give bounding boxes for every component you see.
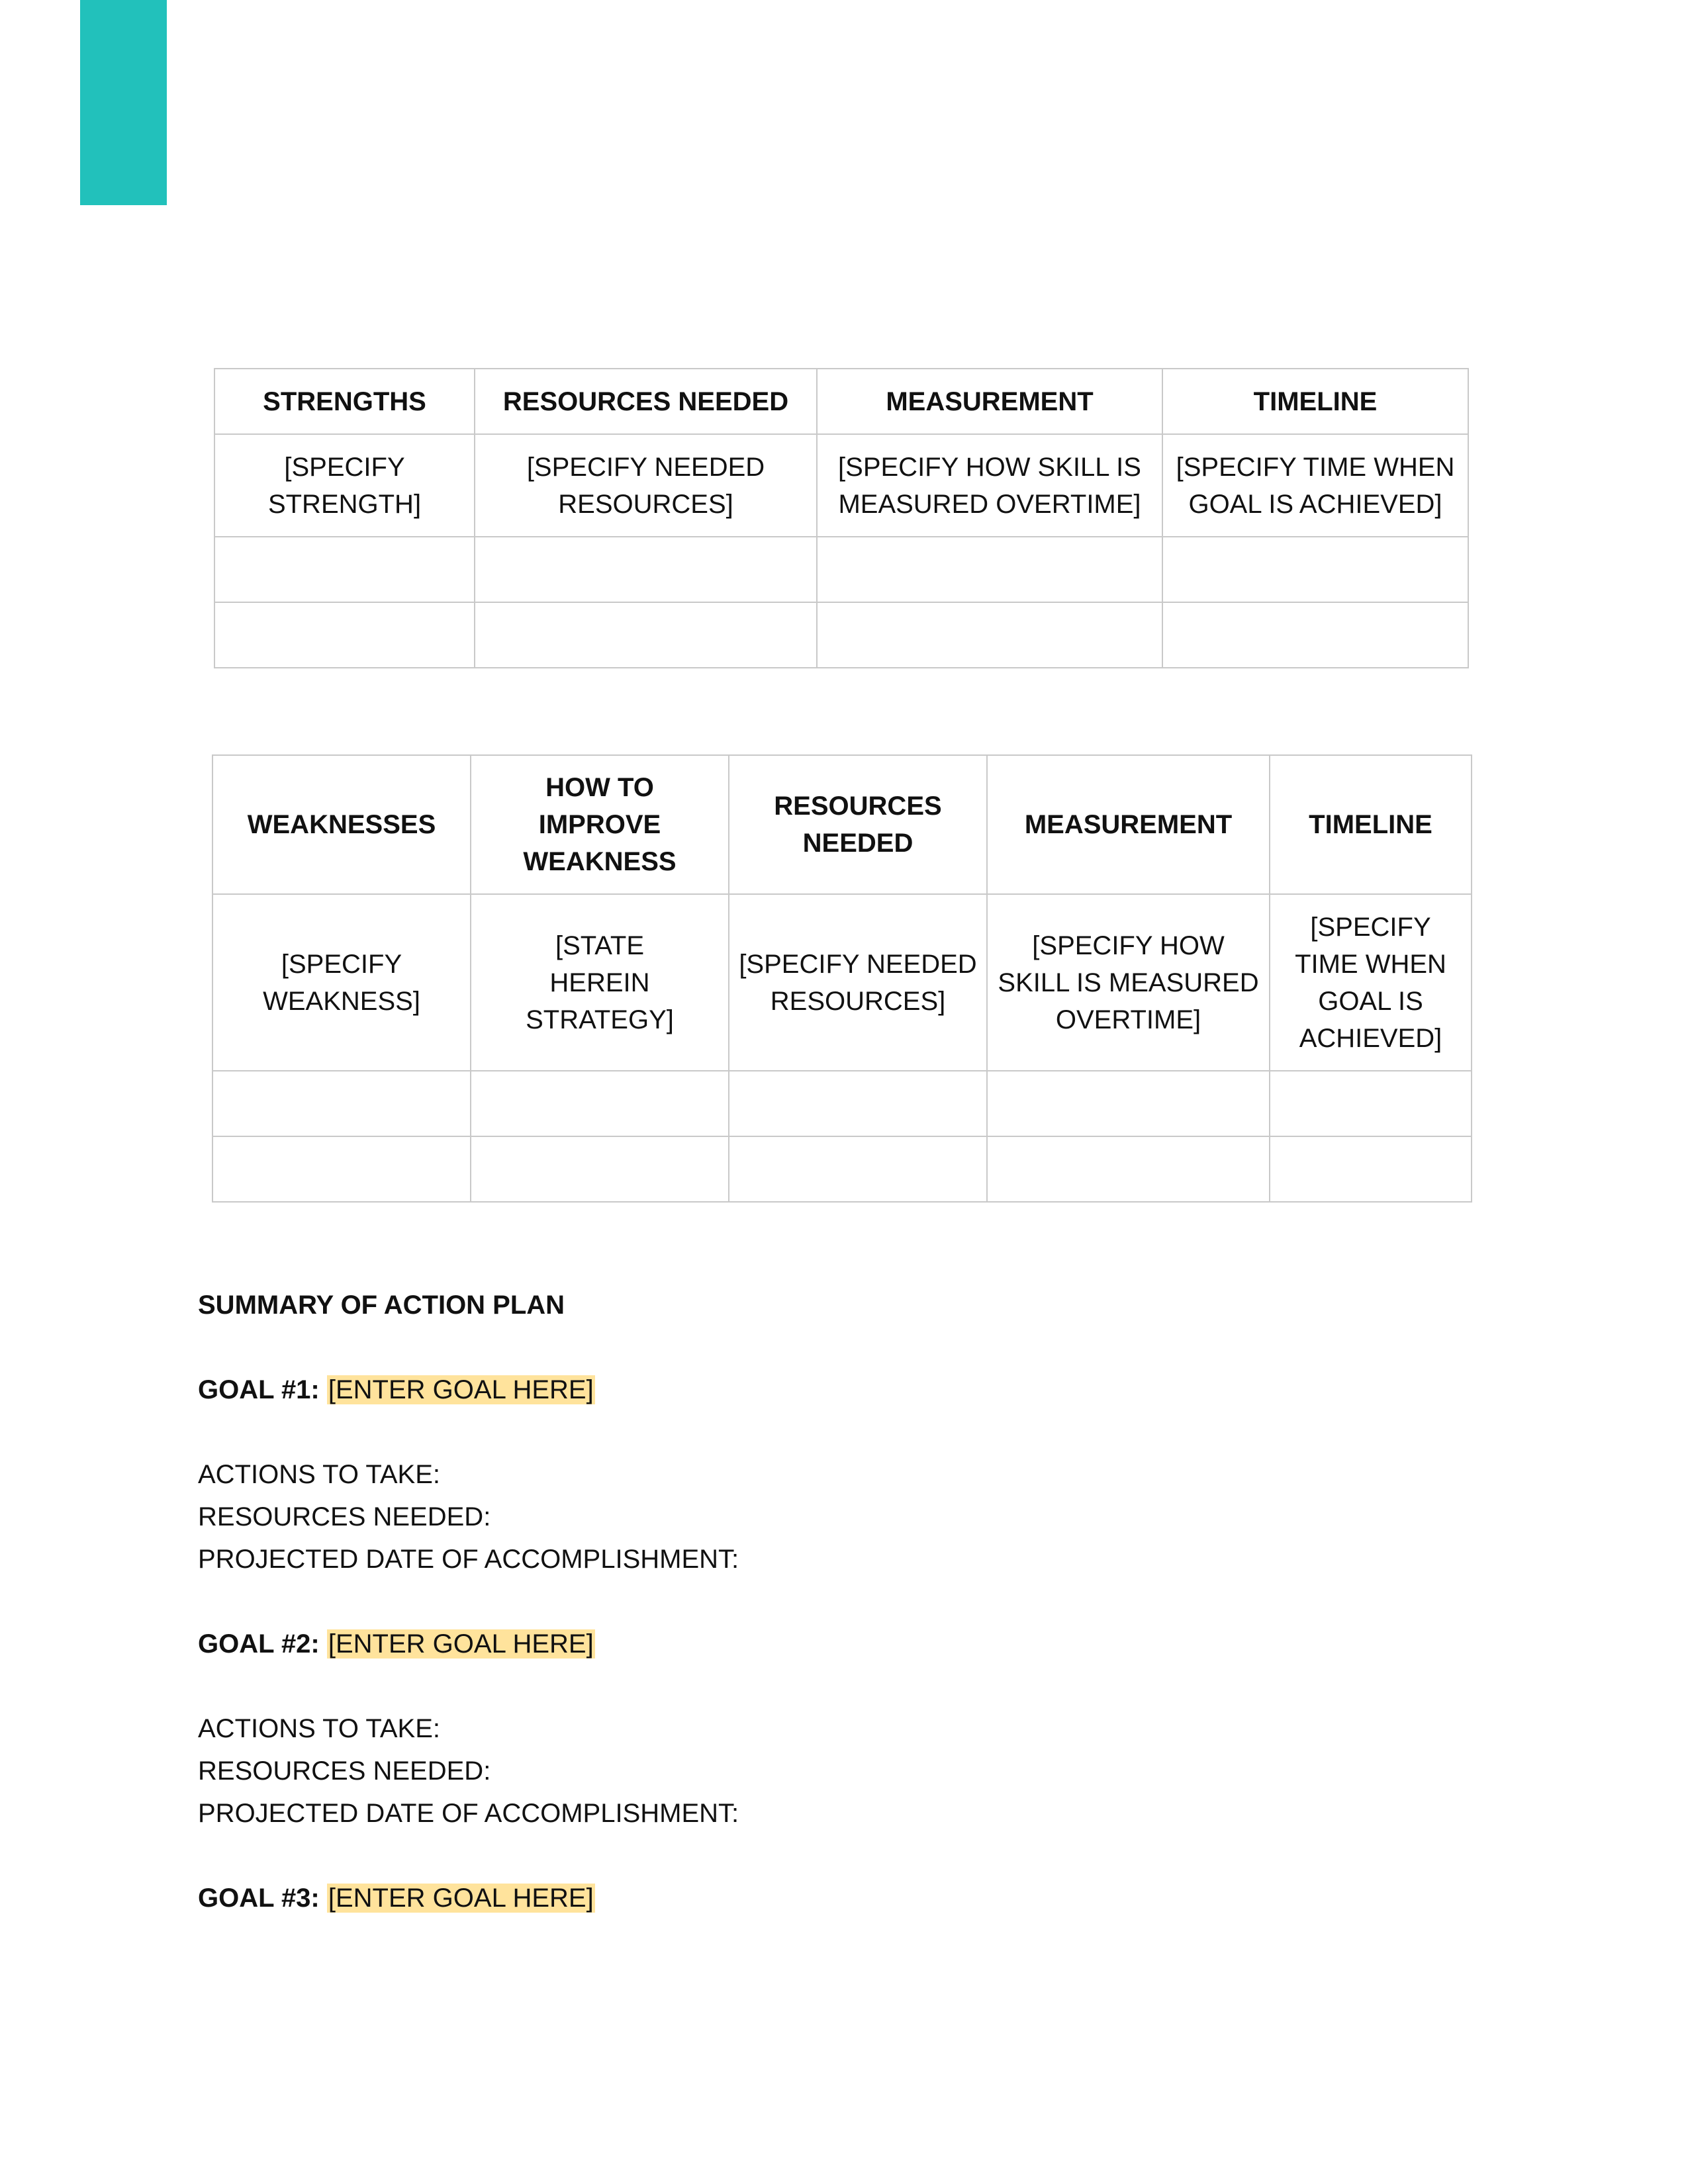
cell-strength[interactable] <box>214 602 475 668</box>
summary-section <box>198 1284 1456 1919</box>
table-row <box>214 602 1468 668</box>
cell-measurement[interactable] <box>817 602 1162 668</box>
table-row <box>214 537 1468 602</box>
summary-title: SUMMARY OF ACTION PLAN <box>198 1291 565 1320</box>
cell-measurement[interactable]: [SPECIFY HOW SKILL IS MEASURED OVERTIME] <box>987 894 1270 1071</box>
cell-timeline[interactable] <box>1270 1136 1472 1202</box>
strengths-table <box>214 368 1469 668</box>
cell-resources[interactable] <box>475 537 817 602</box>
header-timeline: TIMELINE <box>1270 755 1472 894</box>
accent-bar <box>80 0 167 205</box>
cell-weakness[interactable] <box>212 1136 471 1202</box>
header-how-to-improve: HOW TO IMPROVE WEAKNESS <box>471 755 729 894</box>
goal-2-actions: ACTIONS TO TAKE: <box>198 1714 441 1743</box>
goal-1-actions: ACTIONS TO TAKE: <box>198 1460 441 1489</box>
table-header-row <box>212 755 1472 894</box>
cell-measurement[interactable] <box>987 1071 1270 1136</box>
cell-weakness[interactable]: [SPECIFY WEAKNESS] <box>212 894 471 1071</box>
cell-timeline[interactable] <box>1270 1071 1472 1136</box>
goal-3-label: GOAL #3: <box>198 1884 320 1913</box>
cell-resources[interactable]: [SPECIFY NEEDED RESOURCES] <box>729 894 987 1071</box>
header-strengths: STRENGTHS <box>214 369 475 434</box>
cell-weakness[interactable] <box>212 1071 471 1136</box>
cell-strength[interactable] <box>214 537 475 602</box>
cell-resources[interactable] <box>475 602 817 668</box>
goal-3-placeholder[interactable]: [ENTER GOAL HERE] <box>328 1884 594 1913</box>
table-row <box>212 1136 1472 1202</box>
goal-2-projected-date: PROJECTED DATE OF ACCOMPLISHMENT: <box>198 1799 739 1828</box>
goal-1-label: GOAL #1: <box>198 1375 320 1404</box>
goal-2-line <box>198 1623 1456 1665</box>
cell-strength[interactable]: [SPECIFY STRENGTH] <box>214 434 475 537</box>
table-row <box>212 894 1472 1071</box>
header-resources-needed: RESOURCES NEEDED <box>475 369 817 434</box>
table-row <box>214 434 1468 537</box>
goal-2-placeholder[interactable]: [ENTER GOAL HERE] <box>328 1629 594 1659</box>
cell-measurement[interactable] <box>817 537 1162 602</box>
cell-measurement[interactable]: [SPECIFY HOW SKILL IS MEASURED OVERTIME] <box>817 434 1162 537</box>
cell-timeline[interactable]: [SPECIFY TIME WHEN GOAL IS ACHIEVED] <box>1270 894 1472 1071</box>
goal-3-line <box>198 1877 1456 1919</box>
goal-1-projected-date: PROJECTED DATE OF ACCOMPLISHMENT: <box>198 1545 739 1574</box>
weaknesses-table <box>212 754 1472 1203</box>
header-timeline: TIMELINE <box>1162 369 1468 434</box>
header-resources-needed: RESOURCES NEEDED <box>729 755 987 894</box>
cell-timeline[interactable] <box>1162 602 1468 668</box>
header-measurement: MEASUREMENT <box>817 369 1162 434</box>
goal-2-label: GOAL #2: <box>198 1629 320 1659</box>
header-measurement: MEASUREMENT <box>987 755 1270 894</box>
table-row <box>212 1071 1472 1136</box>
goal-1-line <box>198 1369 1456 1411</box>
cell-strategy[interactable] <box>471 1071 729 1136</box>
table-header-row <box>214 369 1468 434</box>
goal-2-resources: RESOURCES NEEDED: <box>198 1756 491 1786</box>
goal-1-placeholder[interactable]: [ENTER GOAL HERE] <box>328 1375 594 1404</box>
cell-resources[interactable] <box>729 1136 987 1202</box>
cell-timeline[interactable]: [SPECIFY TIME WHEN GOAL IS ACHIEVED] <box>1162 434 1468 537</box>
goal-1-resources: RESOURCES NEEDED: <box>198 1502 491 1531</box>
cell-strategy[interactable] <box>471 1136 729 1202</box>
cell-resources[interactable]: [SPECIFY NEEDED RESOURCES] <box>475 434 817 537</box>
cell-timeline[interactable] <box>1162 537 1468 602</box>
cell-measurement[interactable] <box>987 1136 1270 1202</box>
cell-resources[interactable] <box>729 1071 987 1136</box>
cell-strategy[interactable]: [STATE HEREIN STRATEGY] <box>471 894 729 1071</box>
header-weaknesses: WEAKNESSES <box>212 755 471 894</box>
